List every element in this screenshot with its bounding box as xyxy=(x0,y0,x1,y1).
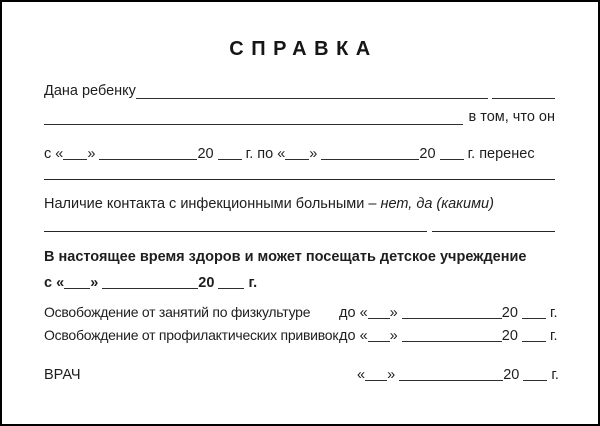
year-prefix: 20 xyxy=(501,328,518,344)
continuation-blank-line xyxy=(44,124,463,125)
month-blank xyxy=(402,328,502,342)
year-abbrev: г. xyxy=(467,146,476,162)
from-label: с xyxy=(44,146,52,162)
illness-period-row xyxy=(44,145,555,164)
open-quote-mark: « xyxy=(359,305,368,321)
year-prefix: 20 xyxy=(197,146,214,162)
month-blank xyxy=(99,146,197,160)
doctor-row xyxy=(44,366,559,385)
doctor-date-group xyxy=(357,366,559,385)
close-quote-mark: » xyxy=(389,305,398,321)
day-blank xyxy=(368,328,390,342)
month-blank xyxy=(402,305,502,319)
contact-blank-segment-1 xyxy=(44,231,427,232)
contact-options-label: нет, да (какими) xyxy=(380,196,494,212)
vaccination-exemption-row xyxy=(44,326,558,345)
month-blank xyxy=(399,367,503,381)
pe-exemption-row xyxy=(44,303,558,322)
until-label: до xyxy=(339,305,356,321)
healthy-statement-row xyxy=(44,248,555,267)
close-quote-mark: » xyxy=(90,275,99,291)
until-label: до xyxy=(339,328,356,344)
close-quote-mark: » xyxy=(387,367,396,383)
day-blank xyxy=(63,146,87,160)
year-blank xyxy=(218,275,244,289)
month-blank xyxy=(321,146,419,160)
contact-blank-segment-2 xyxy=(432,231,555,232)
attend-from-row xyxy=(44,274,555,293)
child-name-blank-line xyxy=(136,98,488,99)
open-quote-mark: « xyxy=(55,146,64,162)
open-quote-mark: « xyxy=(56,275,65,291)
day-blank xyxy=(285,146,309,160)
year-prefix: 20 xyxy=(419,146,436,162)
contact-blank-line xyxy=(44,231,555,232)
year-blank xyxy=(523,367,547,381)
in-that-he-label: в том, что он xyxy=(468,109,555,125)
year-abbrev: г. xyxy=(549,305,558,321)
to-label: по xyxy=(257,146,274,162)
year-blank xyxy=(218,146,242,160)
open-quote-mark: « xyxy=(357,367,366,383)
pe-exemption-label: Освобождение от занятий по физкультуре xyxy=(44,304,311,320)
given-to-label: Дана ребенку xyxy=(44,83,136,99)
year-blank xyxy=(522,305,546,319)
year-abbrev: г. xyxy=(248,275,258,291)
contact-row xyxy=(44,195,555,214)
close-quote-mark: » xyxy=(309,146,318,162)
doctor-label: ВРАЧ xyxy=(44,367,81,383)
close-quote-mark: » xyxy=(87,146,96,162)
contact-label: Наличие контакта с инфекционными больными – xyxy=(44,196,377,212)
open-quote-mark: « xyxy=(277,146,286,162)
year-blank xyxy=(440,146,464,160)
attend-from-label: с xyxy=(44,275,53,291)
certificate-title: СПРАВКА xyxy=(229,38,378,60)
child-name-blank-line-2 xyxy=(492,98,555,99)
open-quote-mark: « xyxy=(359,328,368,344)
year-prefix: 20 xyxy=(501,305,518,321)
year-prefix: 20 xyxy=(198,275,215,291)
healthy-statement: В настоящее время здоров и может посещать детское учреждение xyxy=(44,249,527,265)
diagnosis-blank-line xyxy=(44,179,555,180)
year-blank xyxy=(522,328,546,342)
year-abbrev: г. xyxy=(549,328,558,344)
year-prefix: 20 xyxy=(503,367,520,383)
day-blank xyxy=(368,305,390,319)
continuation-row xyxy=(44,108,555,127)
day-blank xyxy=(365,367,387,381)
month-blank xyxy=(102,275,198,289)
given-to-row xyxy=(44,82,555,101)
day-blank xyxy=(64,275,90,289)
suffered-label: перенес xyxy=(479,146,535,162)
year-abbrev: г. xyxy=(245,146,254,162)
year-abbrev: г. xyxy=(551,367,559,383)
close-quote-mark: » xyxy=(389,328,398,344)
vaccination-exemption-label: Освобождение от профилактических прививок xyxy=(44,327,339,343)
